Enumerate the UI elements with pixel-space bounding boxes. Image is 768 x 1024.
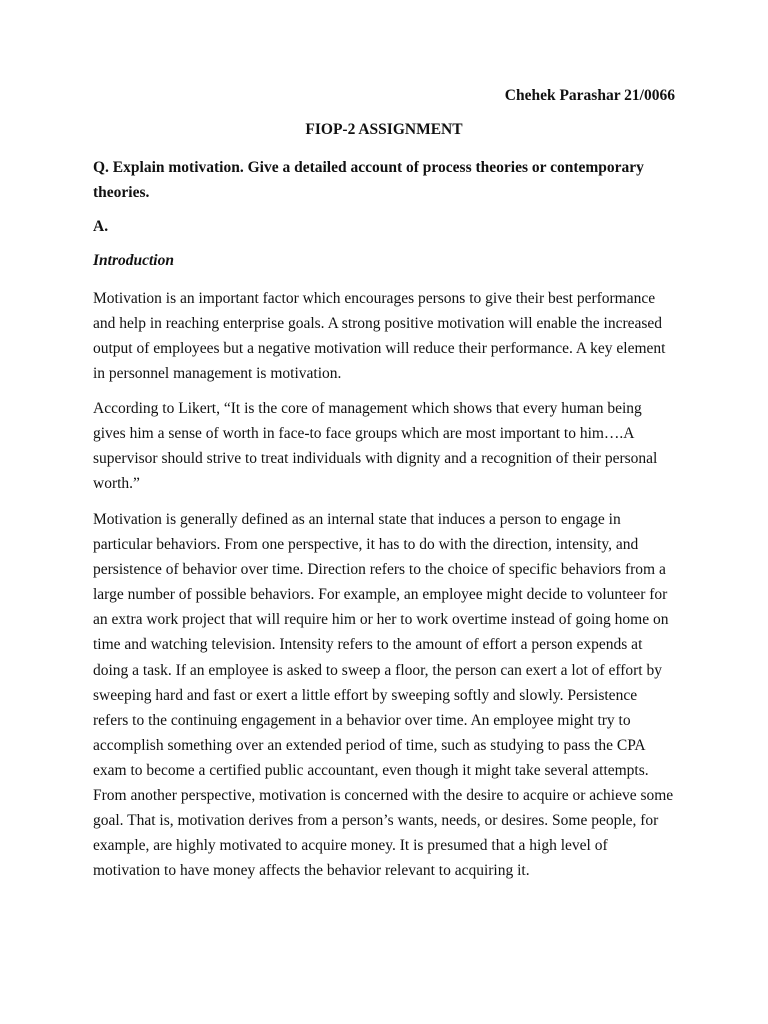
paragraph-line: Motivation is generally defined as an internal state that induces a person to engage in — [93, 511, 621, 528]
paragraph-line: exam to become a certified public accountant, even though it might take several attempts. — [93, 761, 649, 779]
paragraph-line: large number of possible behaviors. For example, an employee might decide to volunteer for — [93, 586, 668, 604]
paragraph-line: example, are highly motivated to acquire money. It is presumed that a high level of — [93, 837, 608, 855]
paragraph-line: in personnel management is motivation. — [93, 365, 342, 383]
paragraph-line: persistence of behavior over time. Direction refers to the choice of specific behaviors from a — [93, 561, 666, 579]
paragraph-line: From another perspective, motivation is concerned with the desire to acquire or achieve some — [93, 787, 674, 805]
paragraph-line: motivation to have money affects the behavior relevant to acquiring it. — [93, 862, 530, 880]
paragraph-line: supervisor should strive to treat individuals with dignity and a recognition of their personal — [93, 450, 658, 468]
paragraph-line: doing a task. If an employee is asked to sweep a floor, the person can exert a lot of effort by — [93, 661, 662, 679]
introduction-heading: Introduction — [93, 252, 174, 269]
paragraph-line: worth.” — [93, 475, 140, 493]
answer-label: A. — [93, 218, 109, 235]
paragraph-likert-quote — [93, 396, 678, 496]
paragraph-motivation-definition — [93, 507, 678, 883]
paragraph-line: gives him a sense of worth in face-to face groups which are most important to him….A — [93, 425, 635, 443]
author-line: Chehek Parashar 21/0066 — [504, 87, 675, 104]
paragraph-line: sweeping hard and fast or exert a little effort by sweeping softly and slowly. Persistence — [93, 686, 638, 704]
paragraph-line: According to Likert, “It is the core of management which shows that every human being — [93, 400, 642, 417]
question-text: Q. Explain motivation. Give a detailed account of process theories or contemporary theories. — [93, 159, 644, 201]
paragraph-line: and help in reaching enterprise goals. A strong positive motivation will enable the increased — [93, 315, 663, 333]
paragraph-line: accomplish something over an extended period of time, such as studying to pass the CPA — [93, 736, 646, 754]
paragraph-line: goal. That is, motivation derives from a person’s wants, needs, or desires. Some people, for — [93, 812, 659, 830]
paragraph-motivation-intro — [93, 286, 678, 386]
paragraph-line: refers to the continuing engagement in a behavior over time. An employee might try to — [93, 711, 631, 729]
paragraph-line: Motivation is an important factor which encourages persons to give their best performance — [93, 290, 656, 307]
assignment-title: FIOP-2 ASSIGNMENT — [305, 121, 463, 138]
paragraph-line: particular behaviors. From one perspective, it has to do with the direction, intensity, and — [93, 536, 639, 554]
paragraph-line: an extra work project that will require him or her to work overtime instead of going home on — [93, 611, 669, 629]
paragraph-line: time and watching television. Intensity refers to the amount of effort a person expends at — [93, 636, 643, 654]
paragraph-line: output of employees but a negative motivation will reduce their performance. A key element — [93, 340, 666, 358]
